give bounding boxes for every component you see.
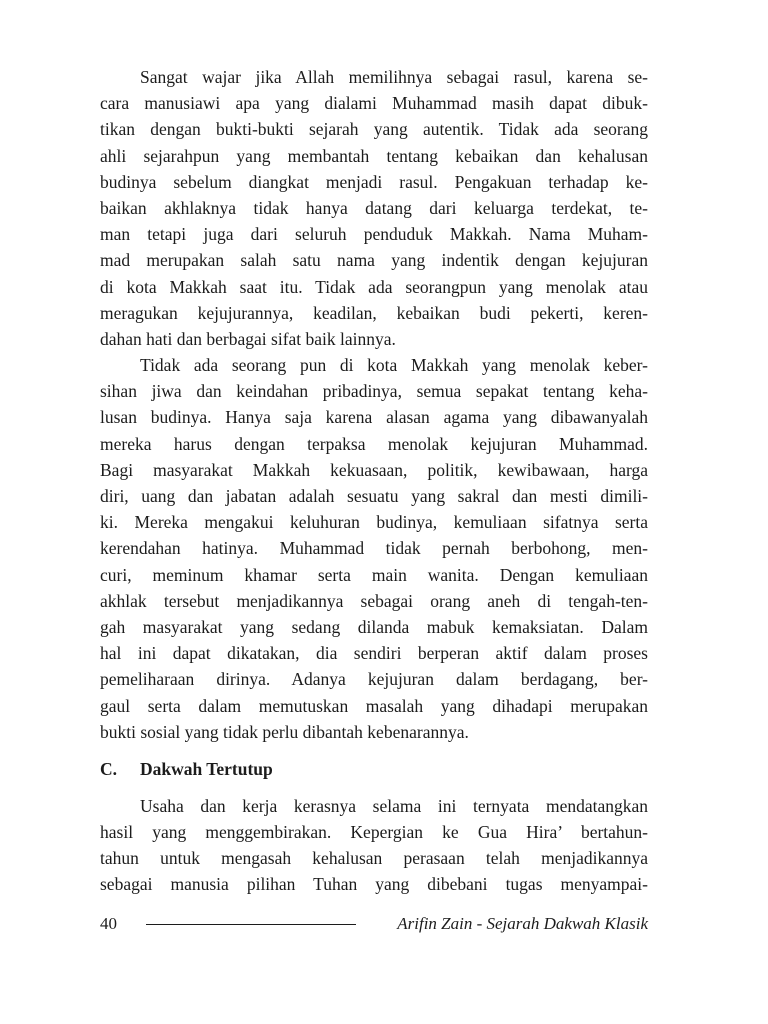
text-line: ki. Mereka mengakui keluhuran budinya, kemuliaan sifatnya serta xyxy=(100,512,648,533)
text-line: Bagi masyarakat Makkah kekuasaan, politik, kewibawaan, harga xyxy=(100,459,648,480)
text-line: hasil yang menggembirakan. Kepergian ke Gua Hira’ bertahun- xyxy=(100,822,648,843)
text-line: budinya sebelum diangkat menjadi rasul. Pengakuan terhadap ke- xyxy=(100,171,648,192)
running-title: Arifin Zain - Sejarah Dakwah Klasik xyxy=(397,914,648,933)
section-heading xyxy=(100,753,648,787)
text-line: di kota Makkah saat itu. Tidak ada seorangpun yang menolak atau xyxy=(100,276,648,297)
text-line: tahun untuk mengasah kehalusan perasaan telah menjadikannya xyxy=(100,848,648,869)
text-line: dahan hati dan berbagai sifat baik lainnya. xyxy=(100,328,396,349)
text-line: man tetapi juga dari seluruh penduduk Makkah. Nama Muham- xyxy=(100,224,648,245)
text-line: curi, meminum khamar serta main wanita. Dengan kemuliaan xyxy=(100,564,648,585)
text-line: pemeliharaan dirinya. Adanya kejujuran dalam berdagang, ber- xyxy=(100,669,648,690)
paragraph-1 xyxy=(100,64,648,352)
text-line: kerendahan hatinya. Muhammad tidak pernah berbohong, men- xyxy=(100,538,648,559)
text-line: Tidak ada seorang pun di kota Makkah yang menolak keber- xyxy=(140,355,648,376)
paragraph-2 xyxy=(100,352,648,745)
text-line: mereka harus dengan terpaksa menolak kejujuran Muhammad. xyxy=(100,433,648,454)
page-footer xyxy=(100,910,648,938)
text-line: hal ini dapat dikatakan, dia sendiri berperan aktif dalam proses xyxy=(100,643,648,664)
text-line: akhlak tersebut menjadikannya sebagai orang aneh di tengah-ten- xyxy=(100,590,648,611)
text-line: sihan jiwa dan keindahan pribadinya, semua sepakat tentang keha- xyxy=(100,381,648,402)
text-line: lusan budinya. Hanya saja karena alasan agama yang dibawanyalah xyxy=(100,407,648,428)
text-line: tikan dengan bukti-bukti sejarah yang autentik. Tidak ada seorang xyxy=(100,119,648,140)
text-line: mad merupakan salah satu nama yang indentik dengan kejujuran xyxy=(100,250,648,271)
text-line: baikan akhlaknya tidak hanya datang dari keluarga terdekat, te- xyxy=(100,197,648,218)
section-letter: C. xyxy=(100,759,118,780)
text-line: Sangat wajar jika Allah memilihnya sebagai rasul, karena se- xyxy=(140,67,648,87)
text-line: ahli sejarahpun yang membantah tentang kebaikan dan kehalusan xyxy=(100,145,648,166)
page-number: 40 xyxy=(100,914,117,933)
section-title: Dakwah Tertutup xyxy=(140,759,273,780)
text-line: sebagai manusia pilihan Tuhan yang dibebani tugas menyampai- xyxy=(100,874,648,895)
text-line: gah masyarakat yang sedang dilanda mabuk kemaksiatan. Dalam xyxy=(100,616,648,637)
text-line: diri, uang dan jabatan adalah sesuatu yang sakral dan mesti dimili- xyxy=(100,486,648,506)
text-line: bukti sosial yang tidak perlu dibantah kebenarannya. xyxy=(100,721,469,742)
text-line: cara manusiawi apa yang dialami Muhammad masih dapat dibuk- xyxy=(100,93,648,114)
text-line: meragukan kejujurannya, keadilan, kebaikan budi pekerti, keren- xyxy=(100,302,648,323)
page-body xyxy=(100,64,648,898)
paragraph-3 xyxy=(100,793,648,898)
footer-rule xyxy=(146,924,356,925)
text-line: gaul serta dalam memutuskan masalah yang dihadapi merupakan xyxy=(100,695,648,716)
text-line: Usaha dan kerja kerasnya selama ini ternyata mendatangkan xyxy=(140,795,648,816)
